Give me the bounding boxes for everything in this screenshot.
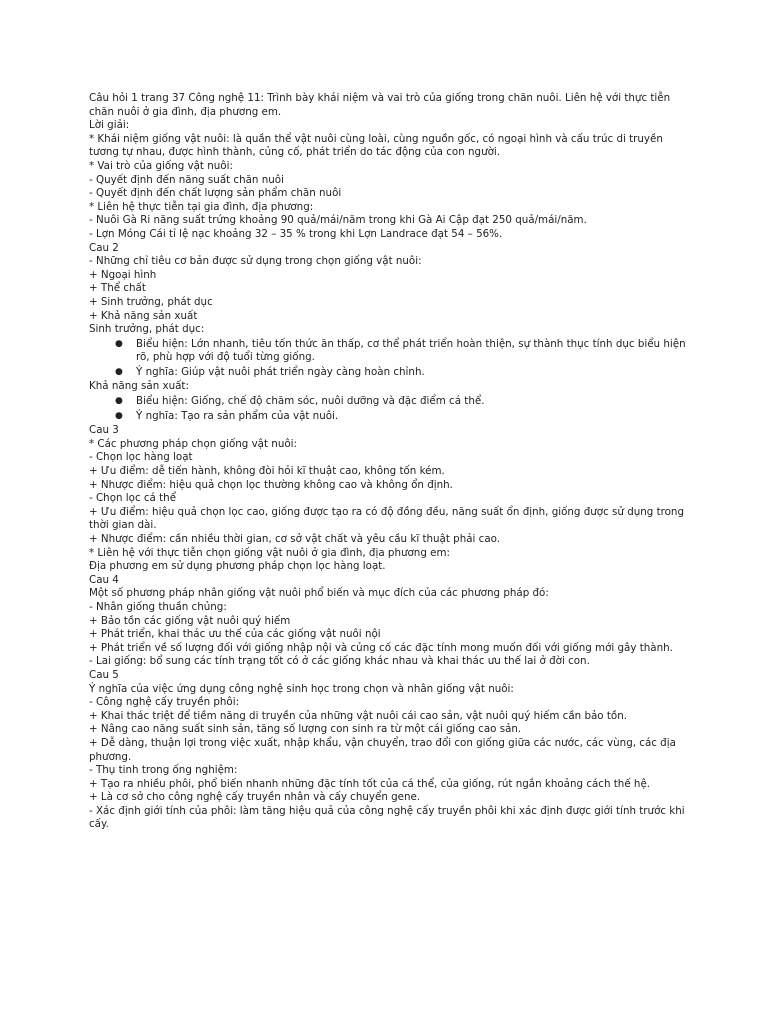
section-production-title: Khả năng sản xuất: <box>89 380 189 393</box>
bullet-dot-icon: ● <box>115 366 123 377</box>
bullet-text: Biểu hiện: Giống, chế độ chăm sóc, nuôi dưỡng và đặc điểm cá thể. <box>136 395 485 408</box>
growth-bullet-list <box>89 338 689 380</box>
text-line: + Khả năng sản xuất <box>89 309 198 322</box>
text-line: - Chọn lọc hàng loạt <box>89 451 193 464</box>
text-line: * Liên hệ với thực tiễn chọn giống vật nuôi ở gia đình, địa phương em: <box>89 546 450 559</box>
text-line: - Công nghệ cấy truyền phôi: <box>89 696 240 709</box>
text-line: * Liên hệ thực tiễn tại gia đình, địa phương: <box>89 200 314 213</box>
text-line: - Quyết định đến năng suất chăn nuôi <box>89 173 284 186</box>
bullet-text: Biểu hiện: Lớn nhanh, tiêu tốn thức ăn thấp, cơ thể phát triển hoàn thiện, sự thành thục tính dục biểu hiện rõ, phù hợp với độ tuổi từng giống. <box>136 337 686 364</box>
text-line: + Thể chất <box>89 282 146 295</box>
text-line: - Lai giống: bổ sung các tính trạng tốt có ở các giống khác nhau và khai thác ưu thế lai ở đời con. <box>89 655 590 668</box>
bullet-item <box>89 395 689 409</box>
text-line: + Bảo tồn các giống vật nuôi quý hiếm <box>89 614 291 627</box>
bullet-dot-icon: ● <box>115 396 123 407</box>
text-line: Câu hỏi 1 trang 37 Công nghệ 11: Trình bày khái niệm và vai trò của giống trong chăn nuôi. Liên hệ với thực tiễn chăn nuôi ở gia đình, địa phương em. <box>89 92 671 118</box>
section-growth-title: Sinh trưởng, phát dục: <box>89 323 205 336</box>
text-line: + Phát triển về số lượng đối với giống nhập nội và củng cố các đặc tính mong muốn đối với giống mới gây thành. <box>89 641 673 654</box>
text-line: - Nuôi Gà Ri năng suất trứng khoảng 90 quả/mái/năm trong khi Gà Ai Cập đạt 250 quả/mái/năm. <box>89 214 587 227</box>
text-line: + Sinh trưởng, phát dục <box>89 295 213 308</box>
bullet-item <box>89 366 689 380</box>
text-line: + Dễ dàng, thuận lợi trong việc xuất, nhập khẩu, vận chuyển, trao đổi con giống giữa các nước, các vùng, các địa phương. <box>89 736 676 763</box>
bullet-item <box>89 410 689 424</box>
document-body <box>89 92 689 832</box>
bullet-dot-icon: ● <box>115 338 123 349</box>
production-bullet-list <box>89 395 689 423</box>
text-line: Cau 4 <box>89 573 119 586</box>
text-line: Cau 3 <box>89 424 119 437</box>
text-line: + Tạo ra nhiều phôi, phổ biến nhanh những đặc tính tốt của cá thể, của giống, rút ngắn khoảng cách thế hệ. <box>89 777 651 790</box>
bullet-dot-icon: ● <box>115 410 123 421</box>
text-line: * Khái niệm giống vật nuôi: là quần thể vật nuôi cùng loài, cùng nguồn gốc, có ngoại hình và cấu trúc di truyền tương tự nhau, được hình thành, củng cố, phát triển do tác động của con người. <box>89 132 663 159</box>
document-part-1 <box>89 92 689 323</box>
text-line: - Lợn Móng Cái tỉ lệ nạc khoảng 32 – 35 % trong khi Lợn Landrace đạt 54 – 56%. <box>89 227 503 240</box>
text-line: - Thụ tinh trong ống nghiệm: <box>89 764 238 777</box>
bullet-item <box>89 338 689 365</box>
text-line: + Nhược điểm: hiệu quả chọn lọc thường không cao và không ổn định. <box>89 478 453 491</box>
document-part-2 <box>89 424 689 832</box>
text-line: - Quyết định đến chất lượng sản phẩm chăn nuôi <box>89 187 342 200</box>
text-line: + Ưu điểm: dễ tiến hành, không đòi hỏi kĩ thuật cao, không tốn kém. <box>89 465 445 478</box>
text-line: - Những chỉ tiêu cơ bản được sử dụng trong chọn giống vật nuôi: <box>89 255 422 268</box>
text-line: + Ngoại hình <box>89 268 157 281</box>
text-line: - Chọn lọc cá thể <box>89 492 177 505</box>
text-line: - Nhân giống thuần chủng: <box>89 600 227 613</box>
text-line: * Vai trò của giống vật nuôi: <box>89 159 233 172</box>
text-line: Cau 2 <box>89 241 119 254</box>
text-line: Lời giải: <box>89 119 130 132</box>
text-line: + Là cơ sở cho công nghệ cấy truyền nhân và cấy chuyển gene. <box>89 791 421 804</box>
text-line: + Khai thác triệt để tiềm năng di truyền của những vật nuôi cái cao sản, vật nuôi quý hiếm cần bảo tồn. <box>89 709 628 722</box>
bullet-text: Ý nghĩa: Tạo ra sản phẩm của vật nuôi. <box>136 409 339 422</box>
text-line: + Ưu điểm: hiệu quả chọn lọc cao, giống được tạo ra có độ đồng đều, năng suất ổn định, giống được sử dụng trong thời gian dài. <box>89 505 684 532</box>
text-line: * Các phương pháp chọn giống vật nuôi: <box>89 437 297 450</box>
text-line: + Nhược điểm: cần nhiều thời gian, cơ sở vật chất và yêu cầu kĩ thuật phải cao. <box>89 533 501 545</box>
text-line: + Nâng cao năng suất sinh sản, tăng số lượng con sinh ra từ một cái giống cao sản. <box>89 723 522 736</box>
text-line: Ý nghĩa của việc ứng dụng công nghệ sinh học trong chọn và nhân giống vật nuôi: <box>89 682 514 695</box>
text-line: Cau 5 <box>89 668 119 681</box>
text-line: Một số phương pháp nhân giống vật nuôi phổ biến và mục đích của các phương pháp đó: <box>89 587 549 600</box>
bullet-text: Ý nghĩa: Giúp vật nuôi phát triển ngày càng hoàn chỉnh. <box>136 365 425 378</box>
text-line: + Phát triển, khai thác ưu thế của các giống vật nuôi nội <box>89 628 381 641</box>
text-line: Địa phương em sử dụng phương pháp chọn lọc hàng loạt. <box>89 560 386 573</box>
text-line: - Xác định giới tính của phôi: làm tăng hiệu quả của công nghệ cấy truyền phôi khi xác định được giới tính trước khi cấy. <box>89 804 685 831</box>
